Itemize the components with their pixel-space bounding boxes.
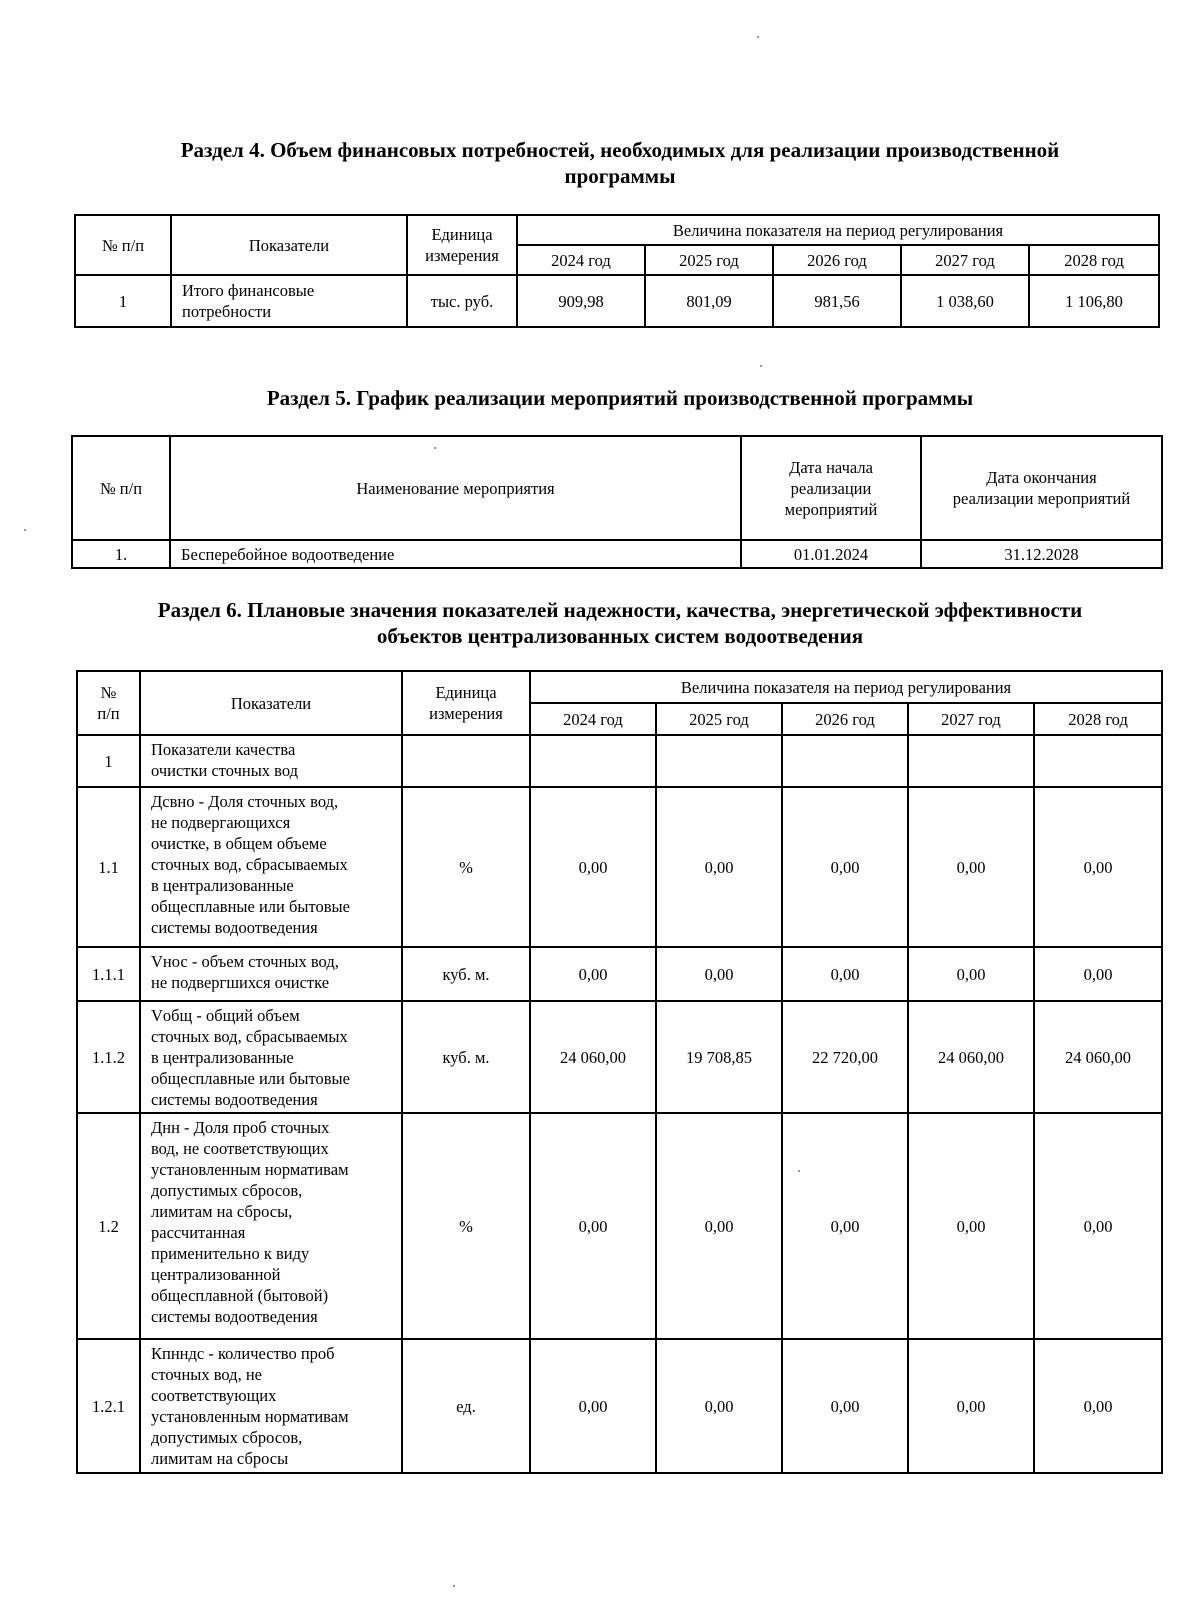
row-num: 1.1.2 <box>77 1001 140 1113</box>
row-indicator <box>140 787 402 947</box>
scan-speck <box>757 36 759 38</box>
header-indicator: Показатели <box>140 671 402 735</box>
row-indicator-line: сточных вод, не <box>151 1365 262 1384</box>
row-indicator-line: общесплавные или бытовые <box>151 1069 350 1088</box>
row-value <box>782 735 908 787</box>
table-row <box>77 787 1162 947</box>
row-value: 981,56 <box>773 275 901 327</box>
row-indicator-line: общесплавные или бытовые <box>151 897 350 916</box>
header-unit-line2: измерения <box>425 246 499 265</box>
section6-title-line1: Раздел 6. Плановые значения показателей надежности, качества, энергетической эффективности <box>157 598 1083 622</box>
row-value <box>656 735 782 787</box>
header-unit-line1: Единица <box>431 225 493 244</box>
row-start-date: 01.01.2024 <box>741 540 921 568</box>
row-indicator <box>140 1113 402 1339</box>
header-num-line2: п/п <box>97 704 120 723</box>
row-unit: % <box>402 787 530 947</box>
row-value: 0,00 <box>782 1339 908 1473</box>
row-value: 1 106,80 <box>1029 275 1159 327</box>
row-value: 24 060,00 <box>908 1001 1034 1113</box>
section6-title <box>80 597 1160 649</box>
row-value: 909,98 <box>517 275 645 327</box>
row-value <box>1034 735 1162 787</box>
header-end-line: реализации мероприятий <box>952 489 1131 508</box>
row-end-date: 31.12.2028 <box>921 540 1162 568</box>
row-value: 0,00 <box>530 1339 656 1473</box>
financial-needs-table <box>74 214 1160 328</box>
row-indicator-line: в централизованные <box>151 876 294 895</box>
row-value <box>908 735 1034 787</box>
row-indicator-line: допустимых сбросов, <box>151 1428 303 1447</box>
header-year: 2025 год <box>656 703 782 735</box>
table-row <box>77 947 1162 1001</box>
header-unit-line1: Единица <box>435 683 497 702</box>
header-year: 2028 год <box>1029 245 1159 275</box>
row-value: 0,00 <box>656 787 782 947</box>
row-num: 1.2.1 <box>77 1339 140 1473</box>
row-num: 1.1.1 <box>77 947 140 1001</box>
row-value: 0,00 <box>530 947 656 1001</box>
header-num: № п/п <box>75 215 171 275</box>
header-num <box>77 671 140 735</box>
row-value: 0,00 <box>656 1113 782 1339</box>
row-indicator-line: Vнос - объем сточных вод, <box>151 952 339 971</box>
table-row <box>77 735 1162 787</box>
row-value: 0,00 <box>908 1113 1034 1339</box>
header-year: 2025 год <box>645 245 773 275</box>
row-indicator <box>140 947 402 1001</box>
row-value: 1 038,60 <box>901 275 1029 327</box>
row-value: 0,00 <box>1034 787 1162 947</box>
header-unit <box>407 215 517 275</box>
row-indicator-line: Vобщ - общий объем <box>151 1006 300 1025</box>
row-indicator-line: системы водоотведения <box>151 1307 318 1326</box>
row-indicator-line: установленным нормативам <box>151 1160 349 1179</box>
section4-title <box>80 137 1160 189</box>
row-indicator-line: Итого финансовые <box>182 281 315 300</box>
table-row <box>77 1113 1162 1339</box>
row-indicator-line: системы водоотведения <box>151 1090 318 1109</box>
row-num: 1.2 <box>77 1113 140 1339</box>
row-indicator-line: Дсвно - Доля сточных вод, <box>151 792 339 811</box>
section6-title-line2: объектов централизованных систем водоотведения <box>376 624 864 648</box>
row-indicator-line: Кпнндс - количество проб <box>151 1344 335 1363</box>
scan-speck <box>453 1585 455 1587</box>
header-year: 2027 год <box>901 245 1029 275</box>
row-value: 24 060,00 <box>1034 1001 1162 1113</box>
indicators-table <box>76 670 1163 1474</box>
table-row <box>72 540 1162 568</box>
schedule-table <box>71 435 1163 569</box>
row-indicator-line: очистке, в общем объеме <box>151 834 327 853</box>
row-unit: куб. м. <box>402 947 530 1001</box>
row-indicator-line: установленным нормативам <box>151 1407 349 1426</box>
header-period: Величина показателя на период регулирования <box>517 215 1159 245</box>
row-num: 1.1 <box>77 787 140 947</box>
row-unit: ед. <box>402 1339 530 1473</box>
row-value: 801,09 <box>645 275 773 327</box>
header-start-line: реализации <box>790 478 872 498</box>
row-indicator-line: соответствующих <box>151 1386 277 1405</box>
row-value: 0,00 <box>656 1339 782 1473</box>
row-unit: куб. м. <box>402 1001 530 1113</box>
scan-speck <box>798 1170 800 1172</box>
row-indicator <box>171 275 407 327</box>
header-end-line: Дата окончания <box>986 468 1097 487</box>
row-indicator-line: вод, не соответствующих <box>151 1139 329 1158</box>
row-indicator-line: системы водоотведения <box>151 918 318 937</box>
scan-speck <box>760 365 762 367</box>
header-num-line1: № <box>100 683 117 702</box>
section5-title: Раздел 5. График реализации мероприятий производственной программы <box>266 386 974 410</box>
row-indicator-line: централизованной <box>151 1265 281 1284</box>
row-value: 0,00 <box>908 787 1034 947</box>
row-value <box>530 735 656 787</box>
row-indicator-line: не подвергшихся очистке <box>151 973 330 992</box>
row-indicator-line: очистки сточных вод <box>151 761 299 780</box>
row-value: 0,00 <box>782 787 908 947</box>
table-row <box>77 1001 1162 1113</box>
row-value: 0,00 <box>530 1113 656 1339</box>
row-value: 0,00 <box>908 1339 1034 1473</box>
row-indicator <box>140 735 402 787</box>
row-unit: тыс. руб. <box>407 275 517 327</box>
row-num: 1 <box>75 275 171 327</box>
row-value: 0,00 <box>782 1113 908 1339</box>
row-num: 1. <box>72 540 170 568</box>
row-unit <box>402 735 530 787</box>
header-year: 2024 год <box>517 245 645 275</box>
table-row <box>77 1339 1162 1473</box>
row-value: 19 708,85 <box>656 1001 782 1113</box>
header-indicator: Показатели <box>171 215 407 275</box>
header-num: № п/п <box>72 436 170 540</box>
row-value: 0,00 <box>1034 947 1162 1001</box>
header-year: 2026 год <box>782 703 908 735</box>
table-row <box>75 275 1159 327</box>
row-value: 22 720,00 <box>782 1001 908 1113</box>
row-indicator-line: лимитам на сбросы, <box>151 1202 293 1221</box>
header-year: 2028 год <box>1034 703 1162 735</box>
row-indicator-line: не подвергающихся <box>151 813 291 832</box>
row-value: 0,00 <box>782 947 908 1001</box>
header-end <box>921 436 1162 540</box>
row-indicator-line: общесплавной (бытовой) <box>151 1286 329 1305</box>
row-indicator-line: сточных вод, сбрасываемых <box>151 1027 348 1046</box>
header-start <box>741 436 921 540</box>
row-unit: % <box>402 1113 530 1339</box>
row-num: 1 <box>77 735 140 787</box>
row-indicator-line: рассчитанная <box>151 1223 246 1242</box>
scan-speck <box>24 529 26 531</box>
header-name: Наименование мероприятия <box>170 436 741 540</box>
row-indicator-line: в централизованные <box>151 1048 294 1067</box>
section4-title-line2: программы <box>564 164 676 188</box>
row-name: Бесперебойное водоотведение <box>170 540 741 568</box>
section4-title-line1: Раздел 4. Объем финансовых потребностей, необходимых для реализации производственной <box>180 138 1060 162</box>
row-indicator-line: Показатели качества <box>151 740 296 759</box>
indicators-table-body <box>77 735 1162 1473</box>
row-value: 0,00 <box>1034 1339 1162 1473</box>
row-indicator-line: применительно к виду <box>151 1244 310 1263</box>
row-value: 0,00 <box>656 947 782 1001</box>
header-year: 2024 год <box>530 703 656 735</box>
row-indicator-line: допустимых сбросов, <box>151 1181 303 1200</box>
header-start-line: Дата начала <box>789 457 873 477</box>
row-indicator-line: сточных вод, сбрасываемых <box>151 855 348 874</box>
header-period: Величина показателя на период регулирования <box>530 671 1162 703</box>
row-indicator-line: лимитам на сбросы <box>151 1449 289 1468</box>
header-start-line: мероприятий <box>784 499 878 519</box>
row-value: 24 060,00 <box>530 1001 656 1113</box>
header-year: 2026 год <box>773 245 901 275</box>
row-indicator-line: Днн - Доля проб сточных <box>151 1118 330 1137</box>
row-indicator <box>140 1339 402 1473</box>
row-value: 0,00 <box>1034 1113 1162 1339</box>
row-indicator-line: потребности <box>182 302 272 321</box>
row-value: 0,00 <box>908 947 1034 1001</box>
row-indicator <box>140 1001 402 1113</box>
header-unit <box>402 671 530 735</box>
header-unit-line2: измерения <box>429 704 503 723</box>
header-year: 2027 год <box>908 703 1034 735</box>
scan-speck <box>434 447 436 449</box>
row-value: 0,00 <box>530 787 656 947</box>
